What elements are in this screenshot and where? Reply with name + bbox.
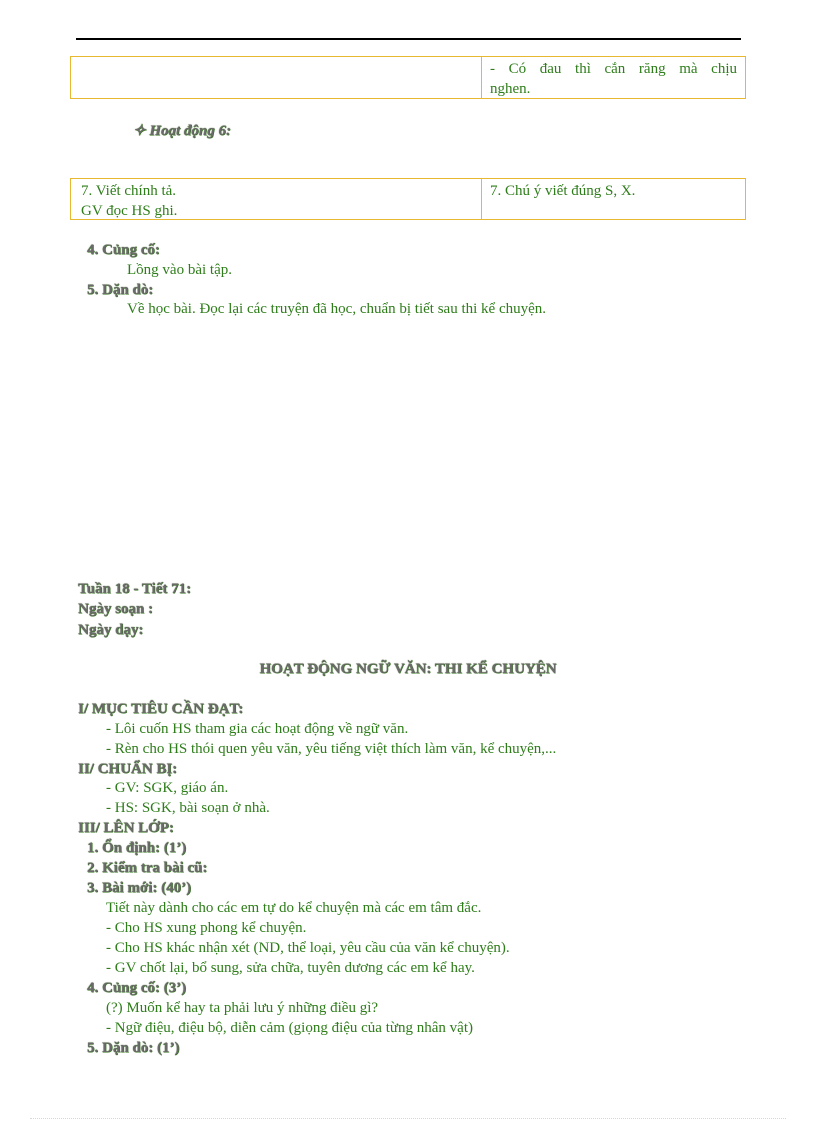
section-1-item-2: - Rèn cho HS thói quen yêu văn, yêu tiếng việt thích làm văn, kể chuyện,... (106, 741, 557, 757)
step-3-item-3: - Cho HS khác nhận xét (ND, thể loại, yêu cầu của văn kể chuyện). (106, 940, 510, 956)
table-2-left-line-1: 7. Viết chính tả. (81, 183, 177, 199)
lesson-teach-date: Ngày dạy: (78, 622, 144, 638)
step-3-item-4: - GV chốt lại, bổ sung, sửa chữa, tuyên dương các em kể hay. (106, 960, 475, 976)
section-3-heading: III/ LÊN LỚP: (78, 820, 174, 836)
header-rule (76, 38, 741, 40)
section-1-item-1: - Lôi cuốn HS tham gia các hoạt động về ngữ văn. (106, 721, 409, 737)
table-2-left-line-2: GV đọc HS ghi. (81, 203, 178, 219)
activity-6-heading: ✧ Hoạt động 6: (133, 123, 231, 139)
step-4-item-1: (?) Muốn kể hay ta phải lưu ý những điều gì? (106, 1000, 379, 1016)
table-2-right-cell: 7. Chú ý viết đúng S, X. (490, 183, 636, 199)
table-2-left-cell (71, 179, 482, 219)
section-3-step-1: 1. Ổn định: (1’) (87, 840, 187, 856)
table-1 (70, 56, 746, 99)
table-1-right-line-2: nghen. (490, 81, 531, 97)
section-3-step-2: 2. Kiểm tra bài cũ: (87, 860, 208, 876)
section-2-item-2: - HS: SGK, bài soạn ở nhà. (106, 800, 270, 816)
cungco-text: Lồng vào bài tập. (127, 262, 232, 278)
table-1-right-cell (482, 57, 745, 98)
lesson-title: HOẠT ĐỘNG NGỮ VĂN: THI KỂ CHUYỆN (259, 661, 557, 677)
table-1-left-cell (71, 57, 482, 98)
table-2 (70, 178, 746, 220)
step-3-item-1: Tiết này dành cho các em tự do kể chuyện mà các em tâm đắc. (106, 900, 482, 916)
dando-heading: 5. Dặn dò: (87, 282, 154, 298)
table-1-right-line-1: - Có đau thì cắn răng mà chịu (490, 61, 737, 77)
step-4-item-2: - Ngữ điệu, điệu bộ, diễn cảm (giọng điệu của từng nhân vật) (106, 1020, 473, 1036)
section-3-step-4: 4. Củng cố: (3’) (87, 980, 187, 996)
section-3-step-3: 3. Bài mới: (40’) (87, 880, 192, 896)
lesson-week: Tuần 18 - Tiết 71: (78, 581, 192, 597)
lesson-prep-date: Ngày soạn : (78, 601, 154, 617)
section-1-heading: I/ MỤC TIÊU CẦN ĐẠT: (78, 701, 244, 717)
section-2-heading: II/ CHUẨN BỊ: (78, 761, 178, 777)
step-3-item-2: - Cho HS xung phong kể chuyện. (106, 920, 307, 936)
section-2-item-1: - GV: SGK, giáo án. (106, 780, 229, 796)
section-3-step-5: 5. Dặn dò: (1’) (87, 1040, 180, 1056)
cungco-heading: 4. Củng cố: (87, 242, 160, 258)
dando-text: Về học bài. Đọc lại các truyện đã học, chuẩn bị tiết sau thi kể chuyện. (127, 301, 547, 317)
page-bottom-border (30, 1118, 786, 1119)
